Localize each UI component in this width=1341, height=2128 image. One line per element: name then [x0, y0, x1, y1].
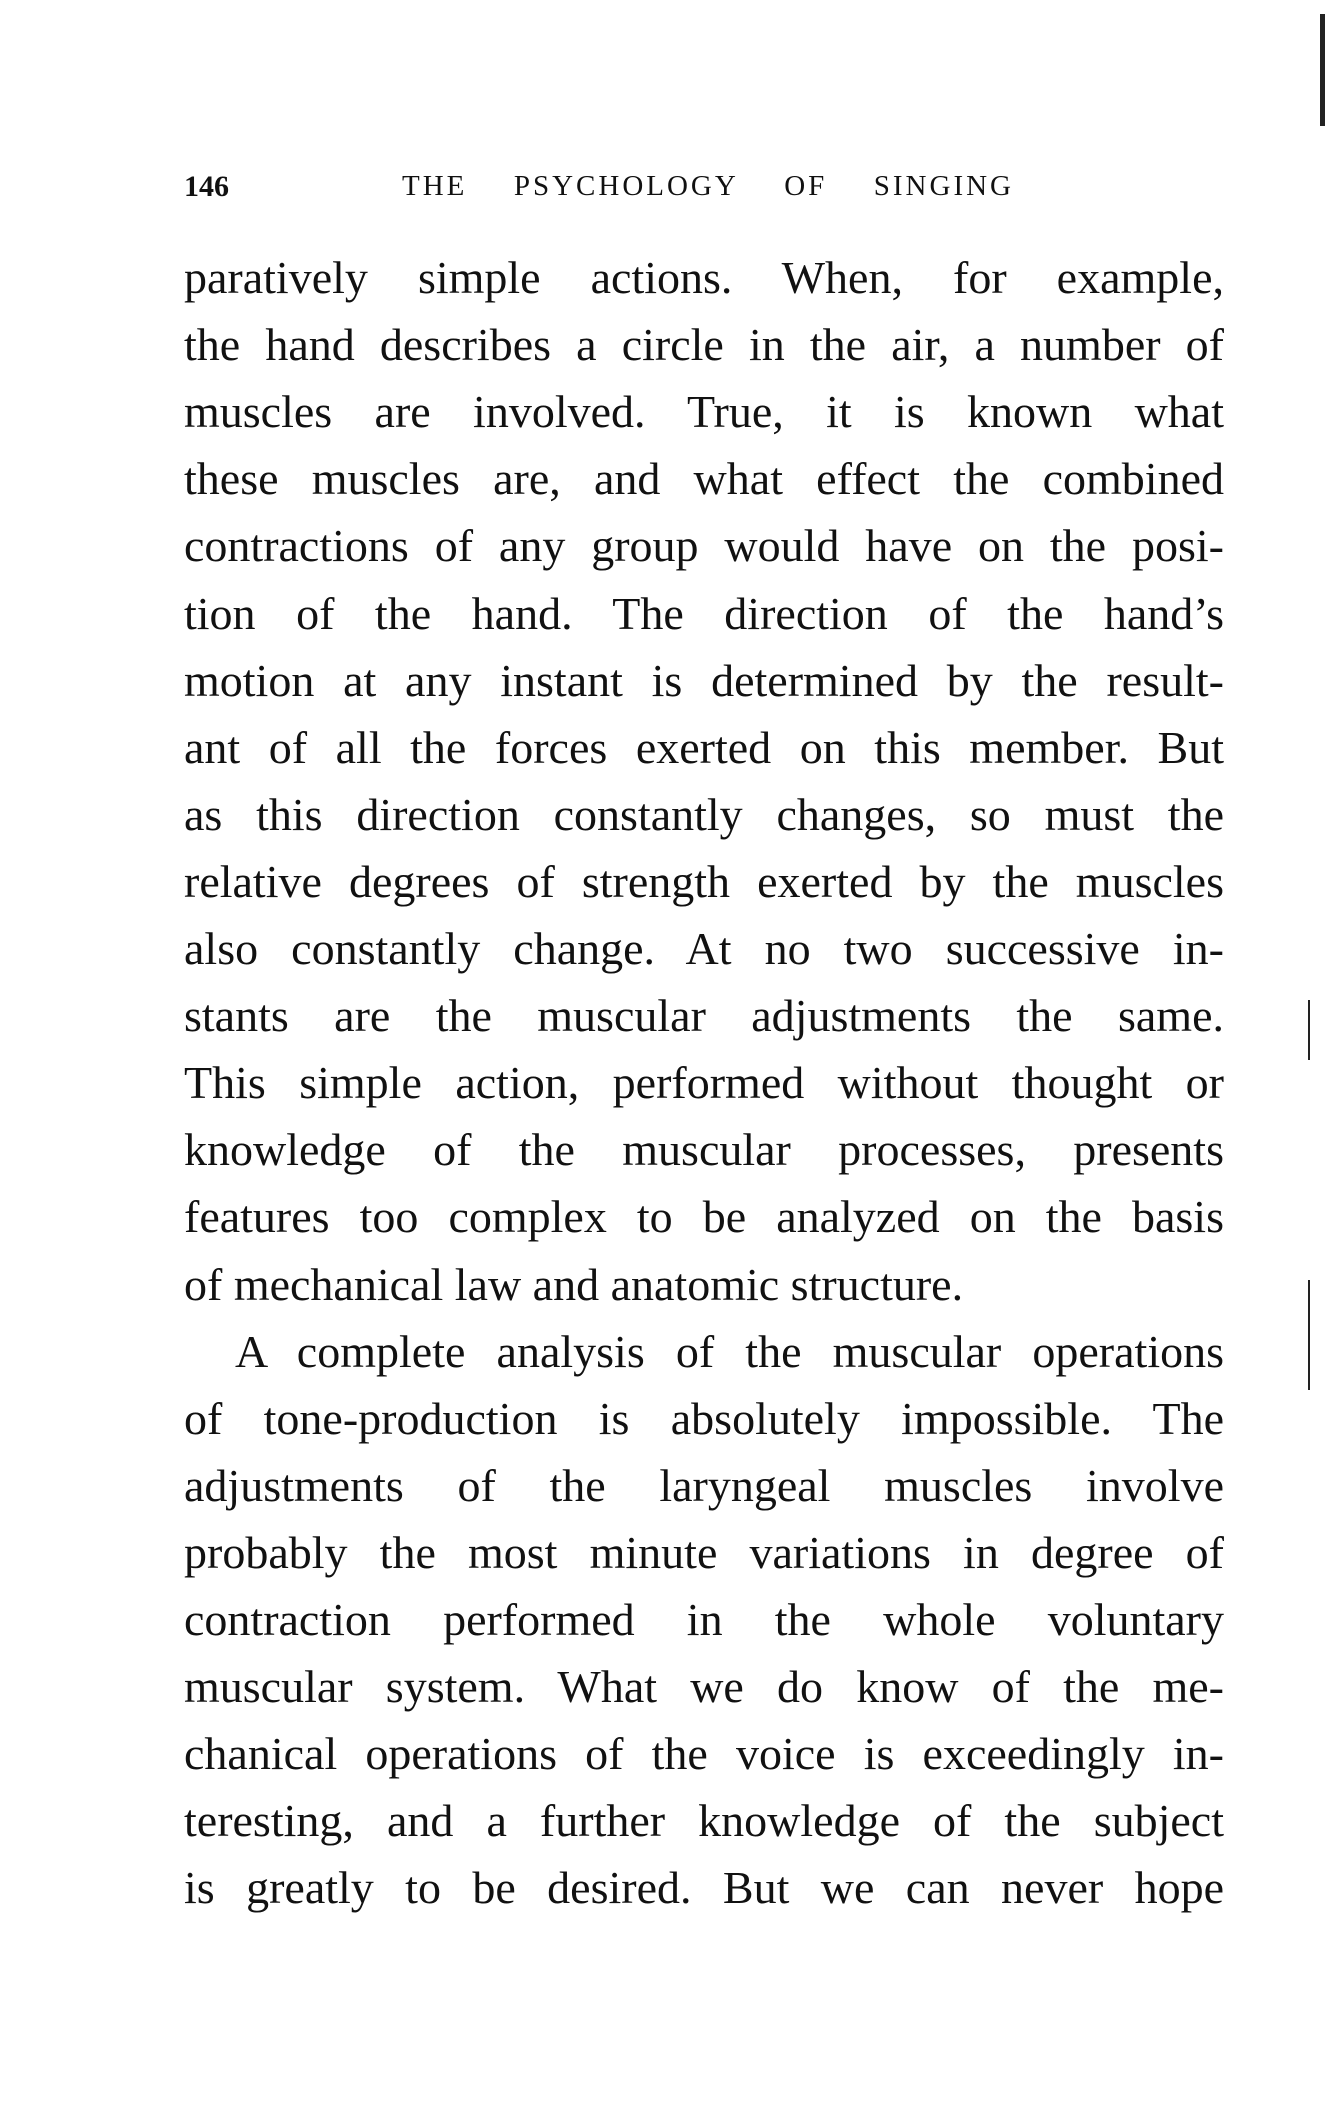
text-line: contraction performed in the whole voluntary	[184, 1594, 1224, 1645]
page-edge-mark	[1308, 1350, 1310, 1390]
page-edge-mark	[1320, 14, 1325, 126]
text-line: also constantly change. At no two successive in-	[184, 923, 1224, 974]
text-line: contractions of any group would have on the posi-	[184, 520, 1224, 572]
text-line: motion at any instant is determined by the result-	[184, 654, 1224, 706]
page-number: 146	[184, 170, 229, 203]
text-line: as this direction constantly changes, so must the	[184, 788, 1224, 840]
text-line: of mechanical law and anatomic structure.	[184, 1258, 964, 1310]
text-line: relative degrees of strength exerted by the muscles	[184, 855, 1224, 907]
text-line: probably the most minute variations in degree of	[184, 1526, 1224, 1578]
text-line: knowledge of the muscular processes, presents	[184, 1124, 1224, 1176]
text-line: the hand describes a circle in the air, a number of	[184, 319, 1224, 371]
text-line: This simple action, performed without thought or	[184, 1057, 1224, 1109]
text-line: paratively simple actions. When, for example,	[184, 252, 1224, 303]
text-line: muscles are involved. True, it is known what	[184, 386, 1224, 438]
text-line: these muscles are, and what effect the combined	[184, 453, 1224, 505]
text-line: of tone-production is absolutely impossible. The	[184, 1392, 1224, 1444]
page-edge-mark	[1308, 1280, 1310, 1360]
text-line: A complete analysis of the muscular operations	[235, 1325, 1224, 1377]
text-line: stants are the muscular adjustments the same.	[184, 990, 1224, 1042]
text-line: adjustments of the laryngeal muscles involve	[184, 1459, 1224, 1511]
text-line: features too complex to be analyzed on the basis	[184, 1191, 1224, 1243]
text-line: ant of all the forces exerted on this member. But	[184, 721, 1224, 773]
text-line: chanical operations of the voice is exceedingly in-	[184, 1728, 1224, 1780]
text-line: teresting, and a further knowledge of the subject	[184, 1795, 1224, 1847]
page-edge-mark	[1308, 1000, 1310, 1060]
text-line: tion of the hand. The direction of the hand’s	[184, 587, 1224, 639]
text-line: muscular system. What we do know of the me-	[184, 1661, 1224, 1713]
text-line: is greatly to be desired. But we can never hope	[184, 1862, 1224, 1914]
running-title: THE PSYCHOLOGY OF SINGING	[402, 170, 1014, 202]
